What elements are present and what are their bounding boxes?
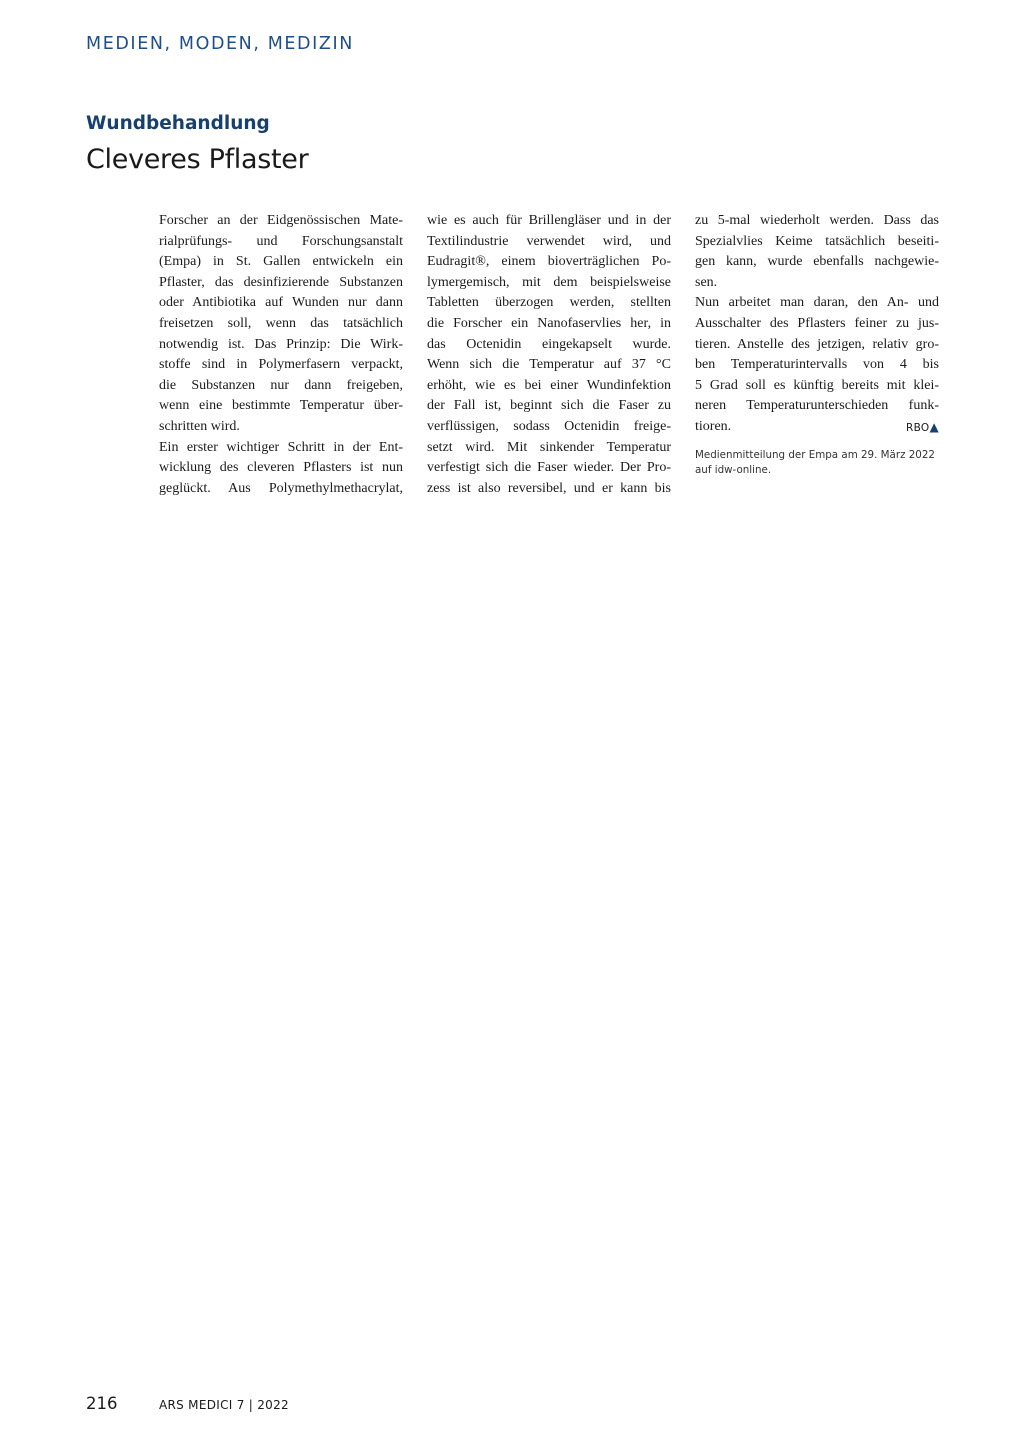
text-line: Nun arbeitet man daran, den An- und (695, 295, 939, 311)
text-line: lymergemisch, mit dem beispielsweise (427, 274, 671, 290)
section-label: MEDIEN, MODEN, MEDIZIN (86, 34, 354, 54)
source-note (695, 448, 939, 479)
text-line: Spezialvlies Keime tatsächlich beseiti- (695, 233, 939, 249)
text-line: die Substanzen nur dann freigeben, (159, 377, 403, 393)
text-line: sen. (695, 274, 718, 290)
text-line: Ein erster wichtiger Schritt in der Ent- (159, 439, 403, 455)
text-line-final: tioren. (695, 418, 732, 434)
text-line: die Forscher ein Nanofaservlies her, in (427, 315, 671, 331)
article-column-1 (159, 211, 403, 499)
article-title: Cleveres Pflaster (86, 144, 309, 175)
text-line: verfestigt sich die Faser wieder. Der Pro- (427, 460, 671, 476)
text-line: geglückt. Aus Polymethylmethacrylat, (159, 480, 403, 496)
article-kicker: Wundbehandlung (86, 113, 270, 134)
text-line: Pflaster, das desinfizierende Substanzen (159, 274, 403, 290)
text-line: rialprüfungs- und Forschungsanstalt (159, 233, 403, 249)
text-line: gen kann, wurde ebenfalls nachgewie- (695, 254, 939, 270)
text-line: Forscher an der Eidgenössischen Mate- (159, 213, 403, 228)
text-line: setzt wird. Mit sinkender Temperatur (427, 439, 671, 455)
text-line: Ausschalter des Pflasters feiner zu jus- (695, 315, 939, 331)
text-line: Tabletten überzogen werden, stellten (427, 295, 671, 311)
author-initials: RBO (905, 421, 930, 434)
article-column-3 (695, 211, 939, 479)
text-line: neren Temperaturunterschieden funk- (695, 398, 939, 414)
text-line: oder Antibiotika auf Wunden nur dann (159, 295, 403, 311)
article-column-2 (427, 211, 671, 499)
text-line: wie es auch für Brillengläser und in der (427, 213, 671, 228)
text-line: freisetzen soll, wenn das tatsächlich (159, 315, 403, 331)
text-line: (Empa) in St. Gallen entwickeln ein (159, 254, 403, 270)
journal-issue: ARS MEDICI 7 | 2022 (159, 1398, 289, 1412)
text-line: der Fall ist, beginnt sich die Faser zu (427, 398, 671, 414)
end-triangle-icon: ▲ (929, 419, 939, 434)
text-line: zess ist also reversibel, und er kann bis (427, 480, 671, 496)
text-line: Eudragit®, einem bioverträglichen Po- (427, 254, 671, 270)
text-line: verflüssigen, sodass Octenidin freige- (427, 418, 671, 434)
author-signature (906, 417, 939, 439)
text-line: erhöht, wie es bei einer Wundinfektion (427, 377, 671, 393)
text-line: stoffe sind in Polymerfasern verpackt, (159, 357, 403, 373)
source-note-line: Medienmitteilung der Empa am 29. März 2022 (695, 448, 935, 461)
text-line: Textilindustrie verwendet wird, und (427, 233, 671, 249)
text-line: tieren. Anstelle des jetzigen, relativ gro- (695, 336, 939, 352)
text-line: 5 Grad soll es künftig bereits mit klei- (695, 377, 939, 393)
text-line: Wenn sich die Temperatur auf 37 °C (427, 357, 671, 373)
text-line: das Octenidin eingekapselt wurde. (427, 336, 671, 352)
text-line: schritten wird. (159, 418, 240, 434)
page-number: 216 (86, 1394, 118, 1413)
source-note-line: auf idw-online. (695, 464, 772, 477)
text-line-with-signature (695, 417, 939, 438)
text-line: wicklung des cleveren Pflasters ist nun (159, 460, 403, 476)
text-line: ben Temperaturintervalls von 4 bis (695, 357, 939, 373)
text-line: zu 5-mal wiederholt werden. Dass das (695, 213, 939, 228)
text-line: notwendig ist. Das Prinzip: Die Wirk- (159, 336, 403, 352)
text-line: wenn eine bestimmte Temperatur über- (159, 398, 403, 414)
